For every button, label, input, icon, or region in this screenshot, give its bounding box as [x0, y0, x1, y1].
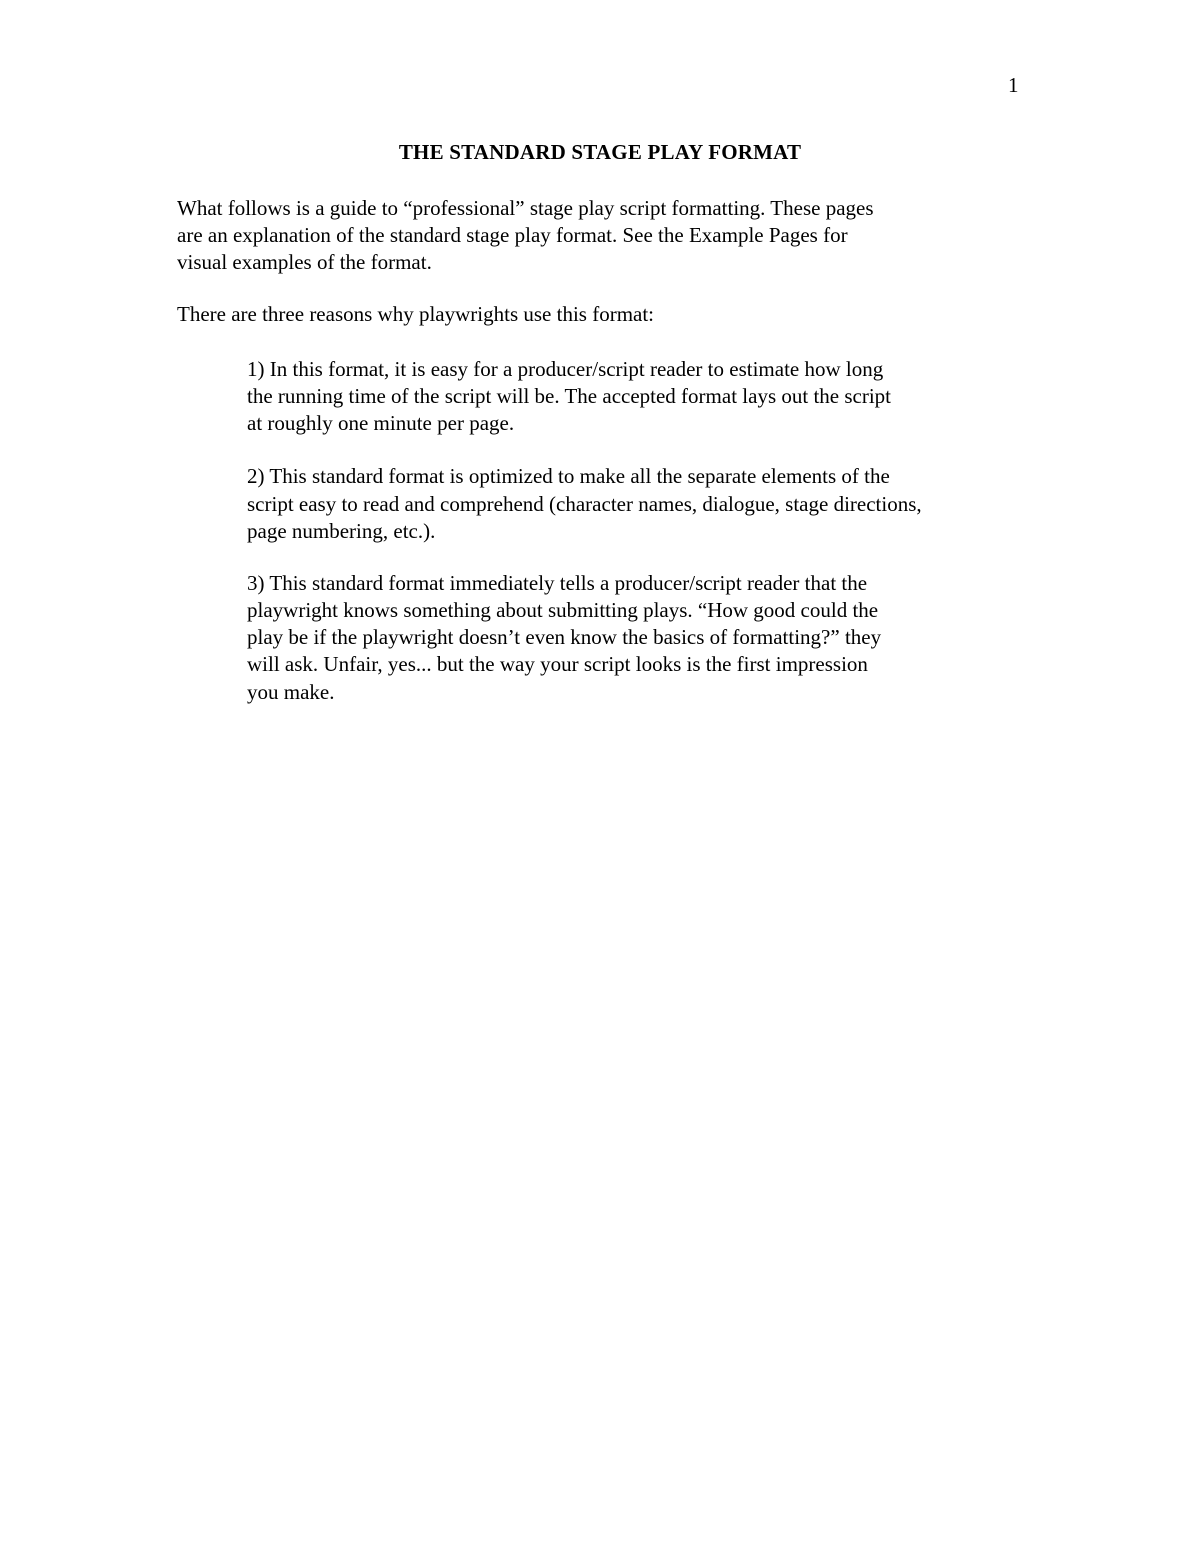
page-number: 1: [1008, 73, 1019, 97]
page-title: THE STANDARD STAGE PLAY FORMAT: [398, 140, 802, 164]
reason-line: will ask. Unfair, yes... but the way your script looks is the first impression: [247, 652, 868, 676]
intro-line: are an explanation of the standard stage play format. See the Example Pages for: [177, 223, 848, 247]
reason-line: page numbering, etc.).: [247, 519, 436, 543]
reason-line: play be if the playwright doesn’t even know the basics of formatting?” they: [247, 625, 882, 649]
reasons-lead: There are three reasons why playwrights use this format:: [177, 302, 655, 326]
reason-line: you make.: [247, 680, 335, 704]
reason-line: 3) This standard format immediately tells a producer/script reader that the: [247, 571, 868, 595]
intro-line: visual examples of the format.: [177, 250, 432, 274]
reason-line: at roughly one minute per page.: [247, 411, 515, 435]
intro-line: What follows is a guide to “professional” stage play script formatting. These pages: [177, 196, 874, 220]
reason-line: 1) In this format, it is easy for a producer/script reader to estimate how long: [247, 357, 884, 381]
reason-line: playwright knows something about submitting plays. “How good could the: [247, 598, 879, 622]
reason-line: script easy to read and comprehend (character names, dialogue, stage directions,: [247, 492, 922, 516]
reason-line: 2) This standard format is optimized to make all the separate elements of the: [247, 464, 890, 488]
reason-line: the running time of the script will be. The accepted format lays out the script: [247, 384, 892, 408]
